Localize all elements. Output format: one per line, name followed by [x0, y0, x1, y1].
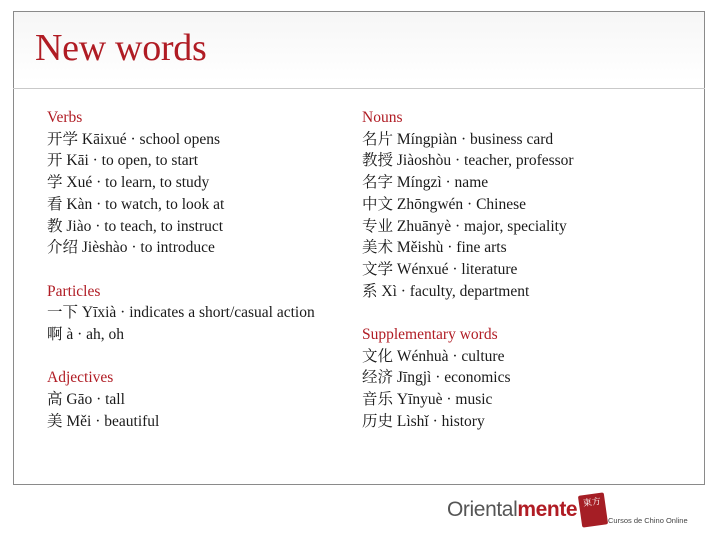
brand-name-regular: Oriental	[447, 498, 518, 521]
noun-item: 中文 Zhōngwén · Chinese	[362, 195, 527, 213]
brand-logo	[447, 498, 577, 522]
particle-item: 啊 à · ah, oh	[47, 326, 125, 344]
noun-item: 专业 Zhuānyè · major, speciality	[362, 217, 567, 235]
adjective-item: 美 Měi · beautiful	[47, 412, 160, 430]
verb-item: 教 Jiào · to teach, to instruct	[47, 217, 224, 235]
verb-item: 学 Xué · to learn, to study	[47, 174, 210, 192]
noun-item: 美术 Měishù · fine arts	[362, 239, 507, 257]
noun-item: 系 Xì · faculty, department	[362, 282, 530, 300]
brand-tagline: Cursos de Chino Online	[608, 516, 688, 525]
supplementary-heading: Supplementary words	[362, 326, 498, 344]
noun-item: 教授 Jiàoshòu · teacher, professor	[362, 152, 574, 170]
slide-title: New words	[35, 27, 207, 69]
left-column	[47, 107, 367, 433]
supplementary-item: 历史 Lìshǐ · history	[362, 412, 485, 430]
verb-item: 看 Kàn · to watch, to look at	[47, 195, 225, 213]
supplementary-item: 文化 Wénhuà · culture	[362, 347, 505, 365]
noun-item: 名字 Míngzì · name	[362, 174, 489, 192]
verb-item: 开 Kāi · to open, to start	[47, 152, 199, 170]
particles-heading: Particles	[47, 282, 101, 300]
right-column	[362, 107, 692, 433]
nouns-heading: Nouns	[362, 109, 403, 126]
seal-logo-icon: 東方	[578, 492, 608, 527]
supplementary-item: 音乐 Yīnyuè · music	[362, 391, 493, 409]
title-divider	[13, 88, 705, 89]
supplementary-item: 经济 Jīngjì · economics	[362, 369, 511, 387]
adjective-item: 高 Gāo · tall	[47, 391, 125, 409]
particle-item: 一下 Yīxià · indicates a short/casual action	[47, 304, 315, 322]
noun-item: 文学 Wénxué · literature	[362, 260, 518, 278]
verb-item: 开学 Kāixué · school opens	[47, 130, 221, 148]
section-gap	[47, 346, 367, 368]
verbs-heading: Verbs	[47, 109, 83, 126]
adjectives-heading: Adjectives	[47, 369, 114, 387]
verb-item: 介绍 Jièshào · to introduce	[47, 239, 215, 257]
brand-name-bold: mente	[517, 498, 578, 521]
section-gap	[47, 259, 367, 281]
noun-item: 名片 Míngpiàn · business card	[362, 130, 554, 148]
section-gap	[362, 302, 692, 324]
